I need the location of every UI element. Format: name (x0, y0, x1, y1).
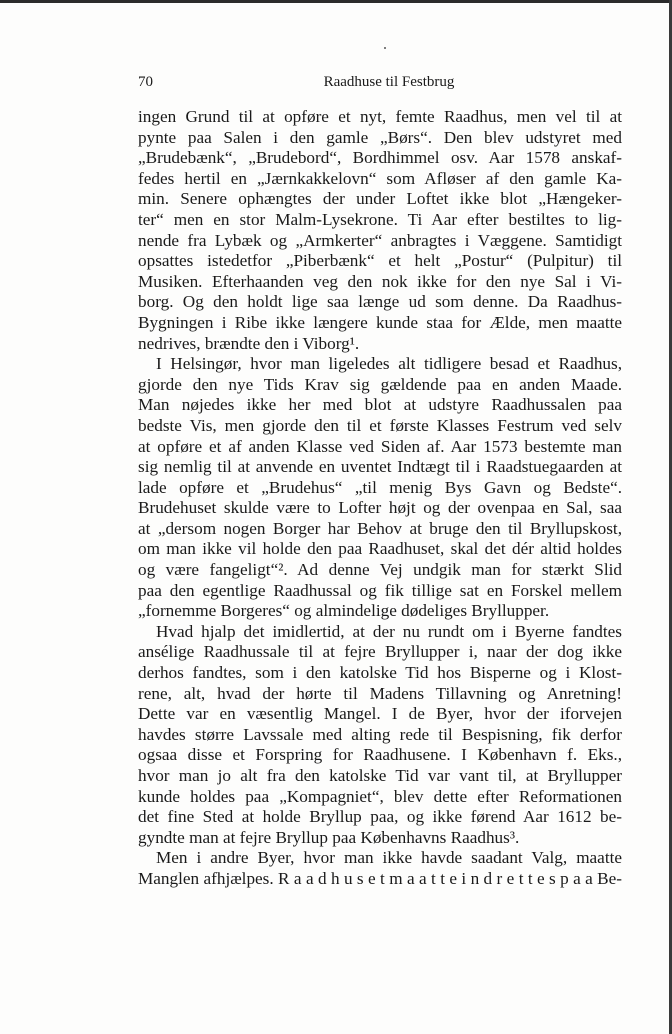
text-line: borg. Og den holdt lige saa længe ud som denne. Da Raadhus- (138, 292, 622, 312)
text-line: opsattes istedetfor „Piberbænk“ et helt „Postur“ (Pulpitur) til (138, 251, 622, 271)
text-line: gyndte man at fejre Bryllup paa Københavns Raadhus³. (138, 827, 520, 847)
text-line: „fornemme Borgeres“ og almindelige dødeliges Bryllupper. (138, 601, 550, 621)
text-line: sig nemlig til at anvende en uventet Indtægt til i Raadstuegaarden at (138, 457, 622, 477)
text-line: Manglen afhjælpes. R a a d h u s e t m a a t t e i n d r e t t e s p a a Be- (138, 868, 622, 888)
text-line: om man ikke vil holde den paa Raadhuset, skal det dér altid holdes (138, 539, 622, 559)
running-title: Raadhuse til Festbrug (323, 74, 455, 90)
paragraph-start-line: Hvad hjalp det imidlertid, at der nu rundt om i Byerne fandtes (156, 621, 622, 641)
paragraph-start-line: Men i andre Byer, hvor man ikke havde saadant Valg, maatte (156, 848, 622, 868)
text-line: nedrives, brændte den i Viborg¹. (138, 333, 360, 353)
text-line: rene, alt, hvad der hørte til Madens Tillavning og Anretning! (138, 683, 622, 703)
text-line: min. Senere ophængtes der under Loftet ikke blot „Hængeker- (138, 189, 622, 209)
text-line: derhos fandtes, som i den katolske Tid hos Bisperne og i Klost- (138, 663, 622, 683)
text-line: Musiken. Efterhaanden veg den nok ikke for den nye Sal i Vi- (138, 271, 622, 291)
text-line: ansélige Raadhussale til at fejre Bryllupper i, naar der dog ikke (138, 642, 622, 662)
paper-speck (384, 47, 386, 49)
text-line: ingen Grund til at opføre et nyt, femte Raadhus, men vel til at (138, 107, 622, 126)
text-line: at opføre et af anden Klasse ved Siden af. Aar 1573 bestemte man (138, 436, 622, 456)
text-line: paa den egentlige Raadhussal og fik tillige sat en Forskel mellem (138, 580, 622, 600)
page-number: 70 (138, 74, 153, 90)
text-line: Bygningen i Ribe ikke længere kunde staa for Ælde, men maatte (138, 312, 622, 332)
text-line: Brudehuset skulde være to Lofter højt og der ovenpaa en Sal, saa (138, 498, 622, 518)
text-line: bedste Vis, men gjorde den til et første Klasses Festrum ved selv (138, 415, 622, 435)
text-line: at „dersom nogen Borger har Behov at bruge den til Bryllupskost, (138, 518, 622, 538)
paragraph-start-line: I Helsingør, hvor man ligeledes alt tidligere besad et Raadhus, (156, 354, 622, 374)
text-line: ter“ men en stor Malm-Lysekrone. Ti Aar efter bestiltes to lig- (138, 209, 622, 229)
text-line: Man nøjedes ikke her med blot at udstyre Raadhussalen paa (138, 395, 622, 415)
text-line: fedes hertil en „Jærnkakkelovn“ som Afløser af den gamle Ka- (138, 168, 622, 188)
text-line: ogsaa disse et Forspring for Raadhusene. I København f. Eks., (138, 745, 622, 765)
text-line: det fine Sted at holde Bryllup paa, og ikke førend Aar 1612 be- (138, 807, 622, 827)
text-line: gjorde den nye Tids Krav sig gældende paa en anden Maade. (138, 374, 622, 394)
running-head (138, 70, 622, 94)
text-line: kunde holdes paa „Kompagniet“, blev dette efter Reformationen (138, 786, 622, 806)
text-line: „Brudebænk“, „Brudebord“, Bordhimmel osv. Aar 1578 anskaf- (138, 148, 622, 168)
text-line: nende fra Lybæk og „Armkerter“ anbragtes i Væggene. Samtidigt (138, 230, 622, 250)
text-line: hvor man jo alt fra den katolske Tid var vant til, at Bryllupper (138, 766, 622, 785)
text-line: havdes større Lavssale med alting rede til Bespisning, fik derfor (138, 724, 622, 744)
text-line: og være fangeligt“². Ad denne Vej undgik man for stærkt Slid (138, 560, 622, 580)
text-line: lade opføre et „Brudehus“ „til menig Bys Gavn og Bedste“. (138, 477, 622, 497)
body-text (138, 107, 622, 890)
page-top-edge (0, 0, 672, 3)
text-line: pynte paa Salen i den gamle „Børs“. Den blev udstyret med (138, 127, 622, 147)
text-line: Dette var en væsentlig Mangel. I de Byer, hvor der iforvejen (138, 704, 622, 724)
